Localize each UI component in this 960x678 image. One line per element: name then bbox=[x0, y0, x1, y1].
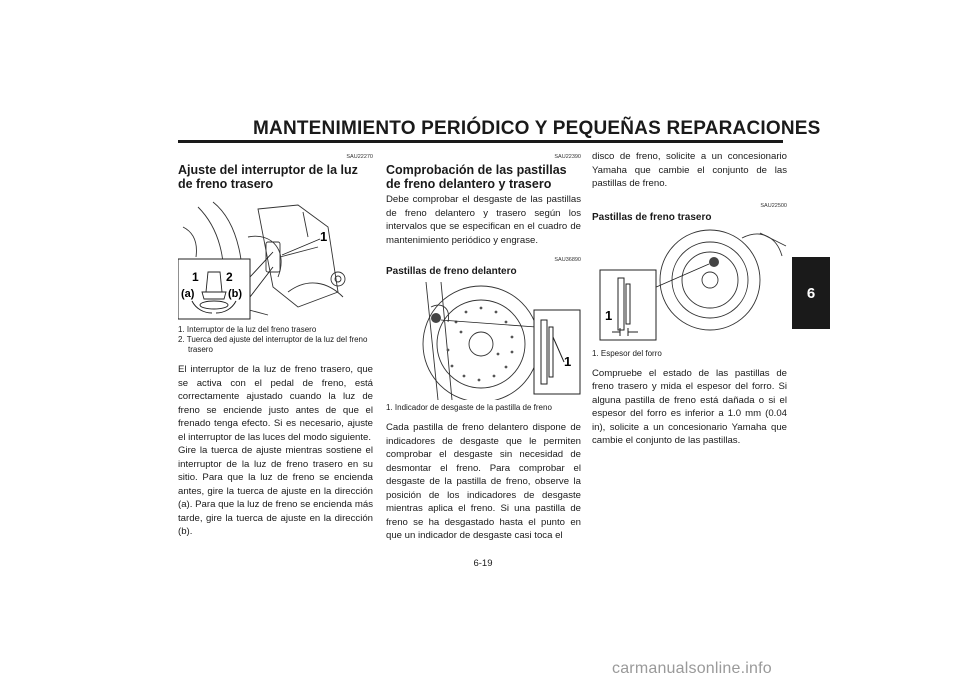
inset-label-b: (b) bbox=[228, 288, 243, 300]
callout-1: 1 bbox=[605, 307, 613, 323]
figure-caption: 1. Espesor del forro bbox=[592, 348, 662, 358]
subsection-code: SAU36890 bbox=[554, 257, 581, 263]
figure-captions bbox=[178, 325, 373, 355]
watermark: carmanualsonline.info bbox=[612, 660, 772, 677]
figure-rear-brake-pads bbox=[592, 228, 787, 346]
subsection-code: SAU22500 bbox=[760, 202, 787, 209]
figure-caption: 1. Indicador de desgaste de la pastilla de freno bbox=[386, 403, 552, 412]
body-paragraph: Compruebe el estado de las pastillas de freno trasero y mida el espesor del forro. Si alguna pastilla de freno está dañada o si el espesor del forro es inferior a 1.0 mm (0.04 in), solicite a un concesionario Yamaha que cambie el conjunto de las pastillas. bbox=[592, 367, 787, 446]
brake-switch-illustration bbox=[178, 197, 373, 322]
body-paragraph: Cada pastilla de freno delantero dispone de indicadores de desgaste que le permiten comprobar el desgaste sin necesidad de desmontar el freno. Para comprobar el desgaste de la pastilla de freno, observe la posición de los indicadores de desgaste mientras aplica el freno. Si una pastilla de freno se ha desgastado hasta el punto en que un indicador de desgaste casi toca el bbox=[386, 422, 581, 541]
figure-front-brake-pads bbox=[386, 282, 581, 400]
caption-item: 1. Interruptor de la luz del freno trasero bbox=[178, 325, 317, 334]
callout-1: 1 bbox=[320, 229, 328, 244]
intro-paragraph: Debe comprobar el desgaste de las pastillas de freno delantero y trasero según los intervalos que se especifican en el cuadro de mantenimiento periódico y engrase. bbox=[386, 194, 581, 246]
inset-label-2: 2 bbox=[226, 270, 233, 284]
column-1 bbox=[178, 150, 373, 539]
column-2 bbox=[386, 150, 581, 543]
subsection-heading: Pastillas de freno trasero bbox=[592, 211, 712, 223]
column-3 bbox=[592, 150, 787, 448]
continuation-paragraph: disco de freno, solicite a un concesionario Yamaha que cambie el conjunto de las pastillas de freno. bbox=[592, 151, 787, 189]
section-code: SAU22270 bbox=[346, 154, 373, 160]
header-rule bbox=[178, 140, 783, 143]
inset-label-a: (a) bbox=[181, 288, 195, 300]
page-number: 6-19 bbox=[473, 558, 493, 569]
callout-1: 1 bbox=[564, 354, 572, 369]
section-heading: Ajuste del interruptor de la luz de freno trasero bbox=[178, 163, 358, 191]
section-heading: Comprobación de las pastillas de freno delantero y trasero bbox=[386, 163, 567, 191]
front-brake-illustration bbox=[386, 282, 581, 400]
figure-brake-switch bbox=[178, 197, 373, 322]
caption-item: 2. Tuerca ded ajuste del interruptor de la luz del freno trasero bbox=[178, 335, 368, 354]
section-code: SAU22390 bbox=[554, 154, 581, 160]
body-paragraph: Gire la tuerca de ajuste mientras sostiene el interruptor de la luz de freno trasero en su sitio. Para que la luz de freno se encienda antes, gire la tuerca de ajuste en la dirección (a). Para que la luz de freno se encienda más tarde, gire la tuerca de ajuste en la dirección (b). bbox=[178, 445, 373, 537]
subsection-heading: Pastillas de freno delantero bbox=[386, 266, 517, 277]
page-title: MANTENIMIENTO PERIÓDICO Y PEQUEÑAS REPARACIONES bbox=[253, 118, 821, 139]
inset-label-1: 1 bbox=[192, 270, 199, 284]
rear-brake-illustration bbox=[592, 228, 787, 346]
body-paragraph: El interruptor de la luz de freno trasero, que se activa con el pedal de freno, está correctamente ajustado cuando la luz de freno se enciende justo antes de que el frenado tenga efecto. Si es necesario, ajuste el interruptor de las luces del modo siguiente. bbox=[178, 364, 373, 443]
chapter-tab: 6 bbox=[792, 257, 830, 329]
